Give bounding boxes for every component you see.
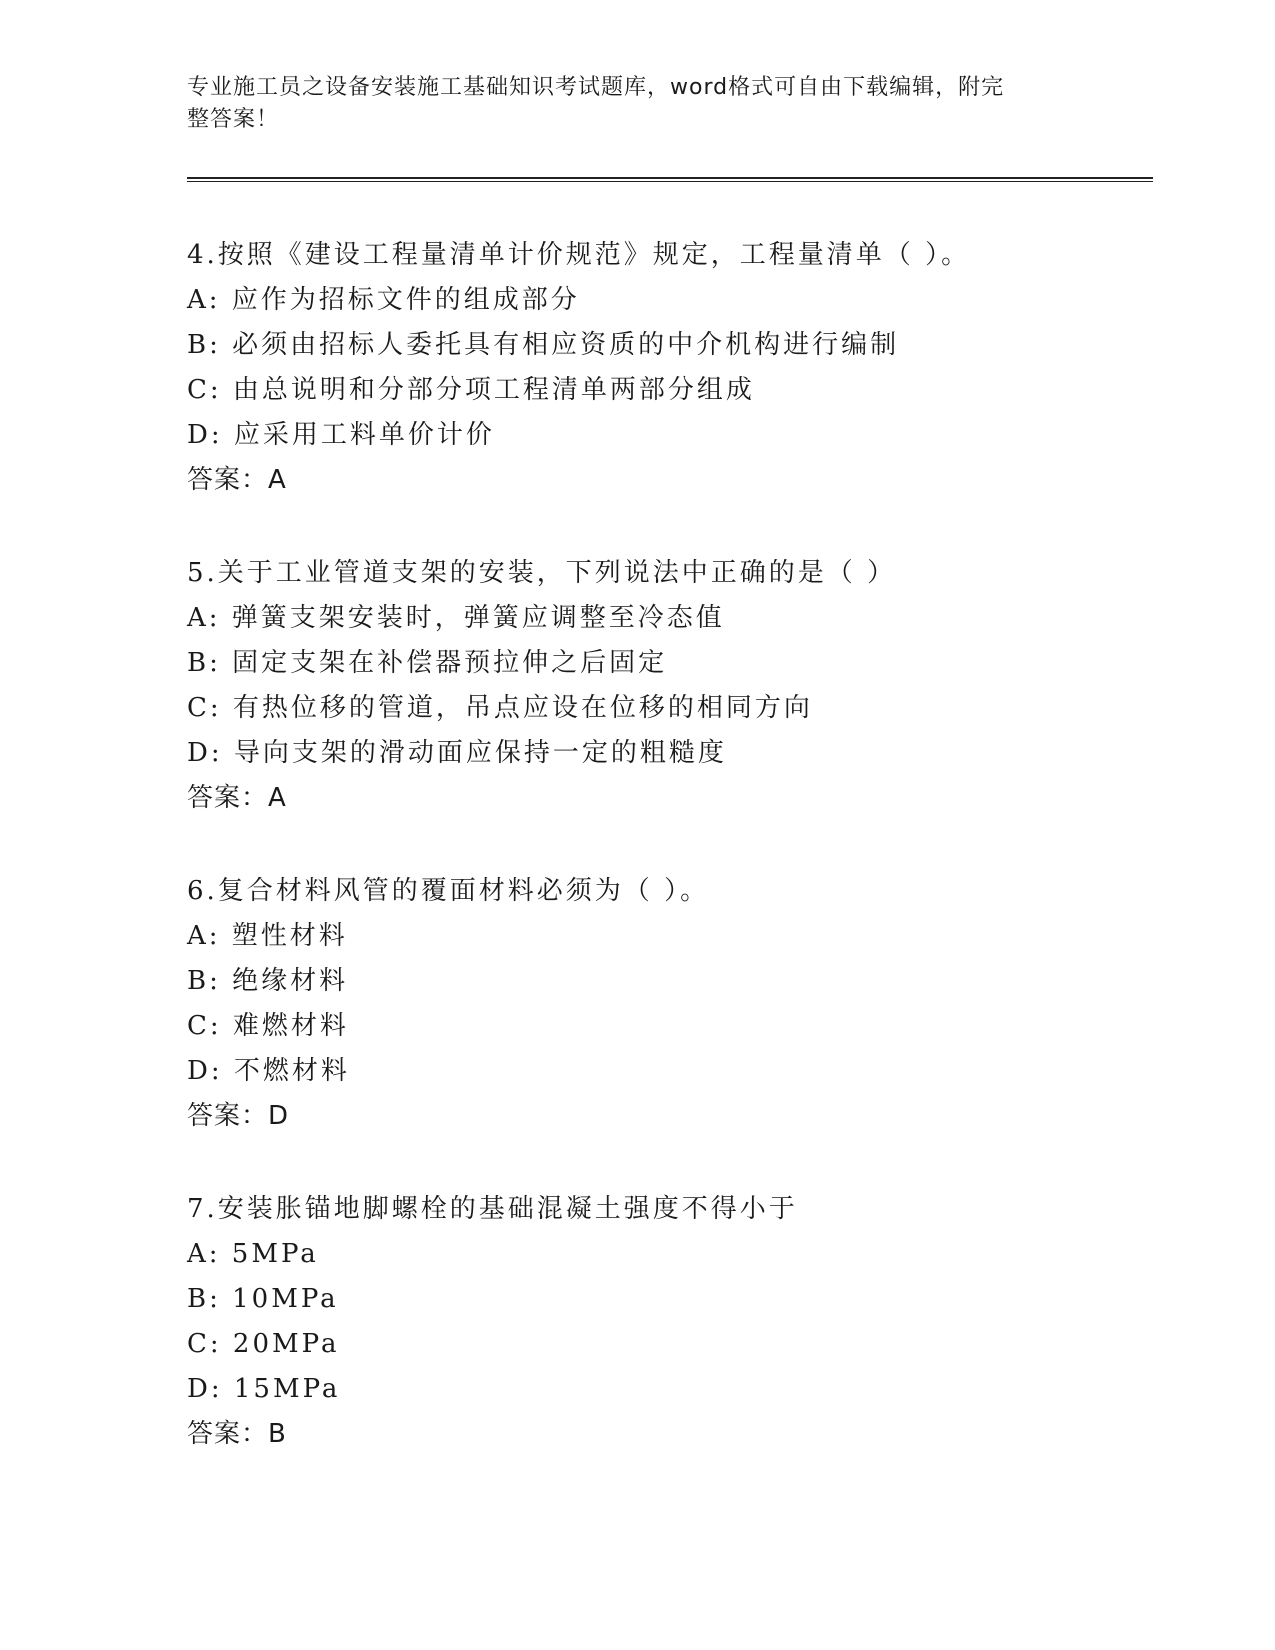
- option-d: D: 不燃材料: [187, 1056, 350, 1086]
- answer-line: 答案：B: [187, 1419, 287, 1449]
- option-d: D: 应采用工料单价计价: [187, 420, 495, 450]
- option-a: A: 应作为招标文件的组成部分: [187, 285, 580, 315]
- question-stem: 4.按照《建设工程量清单计价规范》规定，工程量清单（ ）。: [187, 240, 971, 270]
- answer-line: 答案：A: [187, 783, 287, 813]
- option-a: A: 弹簧支架安装时，弹簧应调整至冷态值: [187, 603, 725, 633]
- option-b: B: 固定支架在补偿器预拉伸之后固定: [187, 648, 668, 678]
- document-header: [187, 72, 1067, 136]
- question-stem: 5.关于工业管道支架的安装，下列说法中正确的是（ ）: [187, 558, 897, 588]
- option-c: C: 难燃材料: [187, 1011, 349, 1041]
- question-7: [187, 1187, 1147, 1457]
- option-d: D: 导向支架的滑动面应保持一定的粗糙度: [187, 738, 727, 768]
- option-c: C: 有热位移的管道，吊点应设在位移的相同方向: [187, 693, 813, 723]
- option-d: D: 15MPa: [187, 1374, 341, 1404]
- option-b: B: 绝缘材料: [187, 966, 349, 996]
- question-5: [187, 551, 1147, 821]
- question-6: [187, 869, 1147, 1139]
- answer-line: 答案：D: [187, 1101, 290, 1131]
- question-stem: 6.复合材料风管的覆面材料必须为（ ）。: [187, 876, 710, 906]
- option-c: C: 20MPa: [187, 1329, 340, 1359]
- header-divider: [187, 177, 1153, 182]
- header-line-2: 整答案！: [187, 107, 280, 132]
- question-stem: 7.安装胀锚地脚螺栓的基础混凝土强度不得小于: [187, 1194, 798, 1224]
- option-a: A: 5MPa: [187, 1239, 319, 1269]
- option-b: B: 必须由招标人委托具有相应资质的中介机构进行编制: [187, 330, 900, 360]
- question-4: [187, 233, 1147, 503]
- header-line-1: 专业施工员之设备安装施工基础知识考试题库，word格式可自由下载编辑，附完: [187, 75, 1005, 100]
- option-c: C: 由总说明和分部分项工程清单两部分组成: [187, 375, 755, 405]
- answer-line: 答案：A: [187, 465, 287, 495]
- option-b: B: 10MPa: [187, 1284, 339, 1314]
- option-a: A: 塑性材料: [187, 921, 348, 951]
